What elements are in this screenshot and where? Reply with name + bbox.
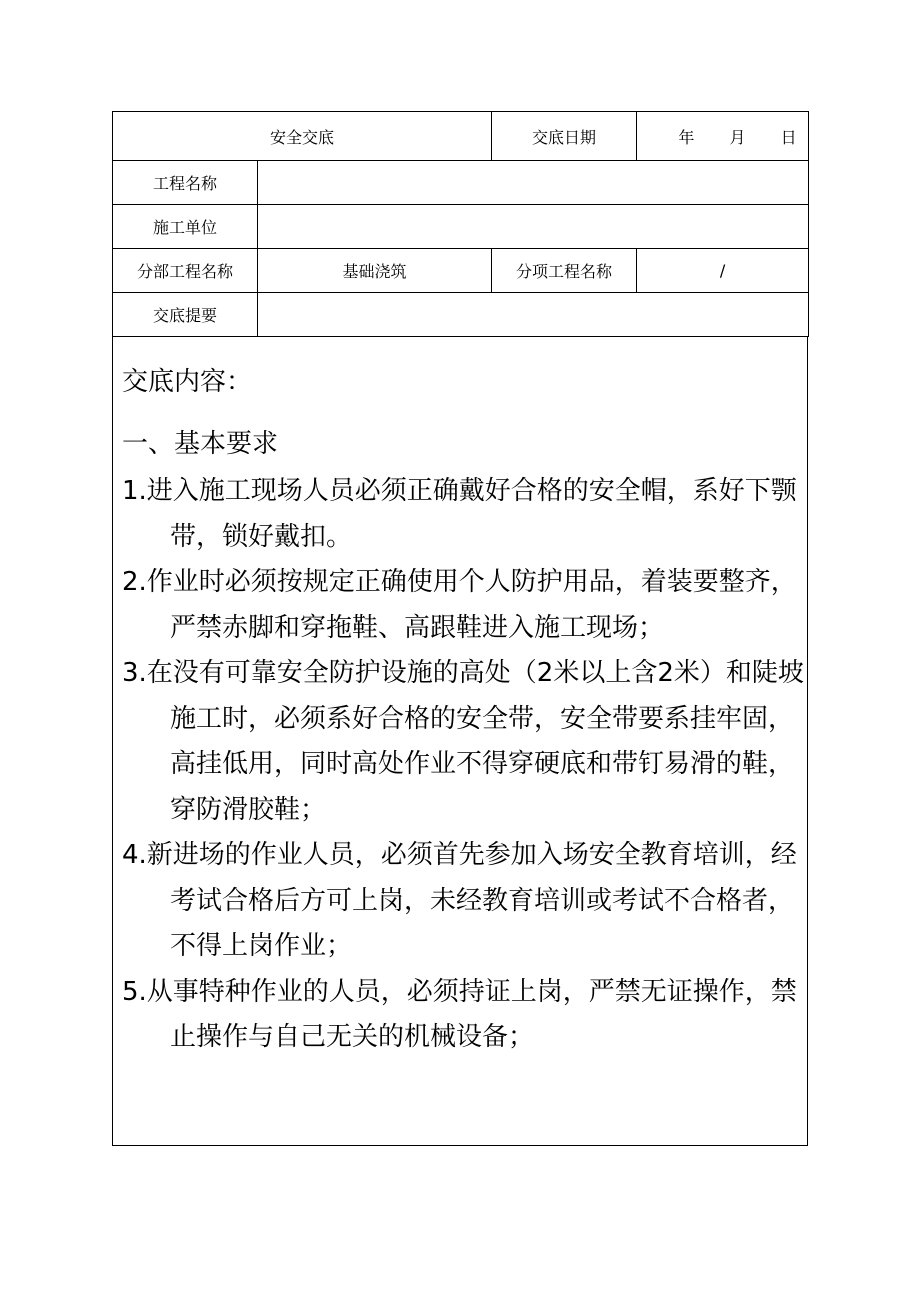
summary-value <box>258 293 809 337</box>
construction-unit-row <box>113 205 809 249</box>
sub-project-value: 基础浇筑 <box>258 249 492 293</box>
date-day: 日 <box>780 127 797 147</box>
list-item: 4.新进场的作业人员，必须首先参加入场安全教育培训，经考试合格后方可上岗，未经教育培训或考试不合格者，不得上岗作业； <box>122 840 797 961</box>
summary-row <box>113 293 809 337</box>
list-item: 5.从事特种作业的人员，必须持证上岗，严禁无证操作，禁止操作与自己无关的机械设备； <box>122 976 797 1052</box>
safety-briefing-form <box>112 111 808 1146</box>
content-heading: 交底内容： <box>122 367 253 397</box>
list-item: 2.作业时必须按规定正确使用个人防护用品，着装要整齐，严禁赤脚和穿拖鞋、高跟鞋进入施工现场； <box>122 567 797 643</box>
construction-unit-label: 施工单位 <box>113 205 258 249</box>
project-name-label: 工程名称 <box>113 161 258 205</box>
summary-label: 交底提要 <box>113 293 258 337</box>
construction-unit-value <box>258 205 809 249</box>
project-name-row <box>113 161 809 205</box>
title-row <box>113 112 809 161</box>
requirement-list <box>113 469 807 1061</box>
date-label: 交底日期 <box>492 112 637 161</box>
section-title: 一、基本要求 <box>122 429 279 459</box>
briefing-content <box>112 337 808 1146</box>
form-title: 安全交底 <box>113 112 492 161</box>
project-name-value <box>258 161 809 205</box>
header-table <box>112 111 809 337</box>
list-item: 1.进入施工现场人员必须正确戴好合格的安全帽，系好下颚带，锁好戴扣。 <box>122 476 797 552</box>
project-division-row <box>113 249 809 293</box>
item-project-label: 分项工程名称 <box>492 249 637 293</box>
list-item: 3.在没有可靠安全防护设施的高处（2米以上含2米）和陡坡施工时，必须系好合格的安全带，安全带要系挂牢固，高挂低用，同时高处作业不得穿硬底和带钉易滑的鞋，穿防滑胶鞋； <box>122 658 804 825</box>
date-value <box>637 112 809 161</box>
item-project-value: / <box>637 249 809 293</box>
date-month: 月 <box>729 127 746 147</box>
date-year: 年 <box>678 127 695 147</box>
sub-project-label: 分部工程名称 <box>113 249 258 293</box>
